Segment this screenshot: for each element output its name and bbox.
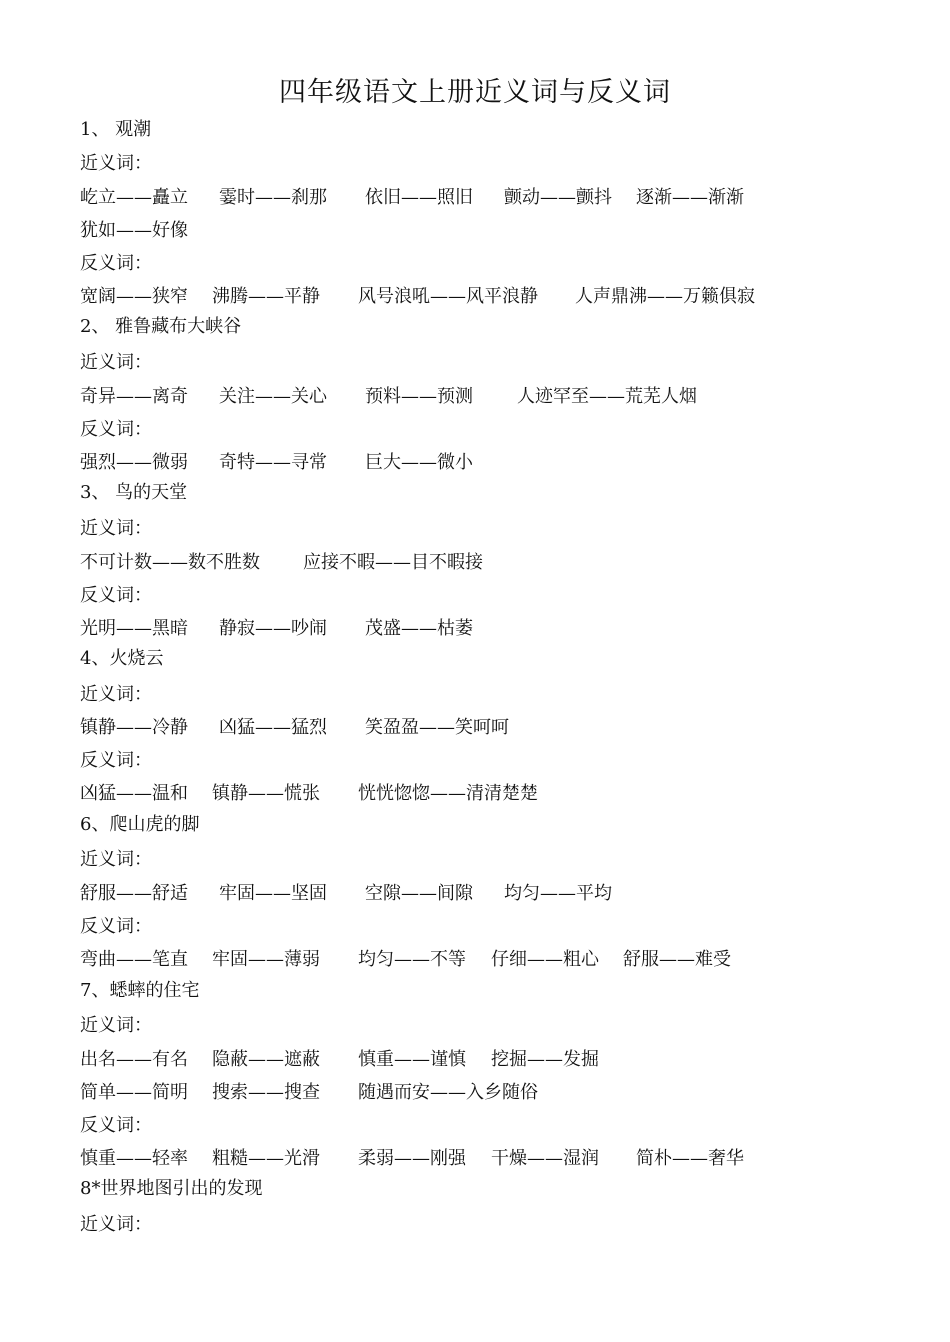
- antonym-label: 反义词：: [80, 1115, 152, 1136]
- section-heading: 7、蟋蟀的住宅: [80, 980, 200, 1001]
- word-pair: 巨大——微小: [365, 452, 473, 473]
- word-pair: 挖掘——发掘: [491, 1049, 599, 1070]
- synonym-row: [80, 184, 880, 212]
- synonym-row: [80, 217, 880, 245]
- page-title: 四年级语文上册近义词与反义词: [279, 77, 671, 108]
- antonym-label: 反义词：: [80, 750, 152, 771]
- word-pair: 奇特——寻常: [219, 452, 327, 473]
- synonym-label: 近义词：: [80, 518, 152, 539]
- word-pair: 犹如——好像: [80, 220, 188, 241]
- word-pair: 静寂——吵闹: [219, 618, 327, 639]
- word-pair: 关注——关心: [219, 386, 327, 407]
- word-pair: 镇静——冷静: [80, 717, 188, 738]
- word-pair: 出名——有名: [80, 1049, 188, 1070]
- word-pair: 屹立——矗立: [80, 187, 188, 208]
- word-pair: 颤动——颤抖: [504, 187, 612, 208]
- synonym-label: 近义词：: [80, 849, 152, 870]
- word-pair: 搜索——搜查: [212, 1082, 320, 1103]
- section-heading: 2、 雅鲁藏布大峡谷: [80, 316, 242, 337]
- section-heading: 4、火烧云: [80, 648, 164, 669]
- word-pair: 凶猛——温和: [80, 783, 188, 804]
- synonym-row: [80, 383, 880, 411]
- word-pair: 空隙——间隙: [365, 883, 473, 904]
- word-pair: 逐渐——渐渐: [636, 187, 744, 208]
- antonym-row: [80, 780, 880, 808]
- synonym-row: [80, 880, 880, 908]
- word-pair: 柔弱——刚强: [358, 1148, 466, 1169]
- word-pair: 宽阔——狭窄: [80, 286, 188, 307]
- synonym-row: [80, 1046, 880, 1074]
- synonym-label: 近义词：: [80, 153, 152, 174]
- word-pair: 凶猛——猛烈: [219, 717, 327, 738]
- word-pair: 依旧——照旧: [365, 187, 473, 208]
- antonym-row: [80, 1145, 880, 1173]
- word-pair: 镇静——慌张: [212, 783, 320, 804]
- word-pair: 简单——简明: [80, 1082, 188, 1103]
- synonym-row: [80, 1079, 880, 1107]
- section-heading: 6、爬山虎的脚: [80, 814, 200, 835]
- section-heading: 3、 鸟的天堂: [80, 482, 188, 503]
- antonym-label: 反义词：: [80, 253, 152, 274]
- word-pair: 隐蔽——遮蔽: [212, 1049, 320, 1070]
- word-pair: 人声鼎沸——万籁俱寂: [575, 286, 755, 307]
- word-pair: 随遇而安——入乡随俗: [358, 1082, 538, 1103]
- antonym-row: [80, 449, 880, 477]
- word-pair: 笑盈盈——笑呵呵: [365, 717, 509, 738]
- word-pair: 预料——预测: [365, 386, 473, 407]
- section-heading: 8*世界地图引出的发现: [80, 1178, 263, 1199]
- word-pair: 光明——黑暗: [80, 618, 188, 639]
- word-pair: 恍恍惚惚——清清楚楚: [358, 783, 538, 804]
- word-pair: 风号浪吼——风平浪静: [358, 286, 538, 307]
- word-pair: 仔细——粗心: [491, 949, 599, 970]
- word-pair: 粗糙——光滑: [212, 1148, 320, 1169]
- word-pair: 舒服——难受: [623, 949, 731, 970]
- word-pair: 沸腾——平静: [212, 286, 320, 307]
- word-pair: 均匀——平均: [504, 883, 612, 904]
- synonym-label: 近义词：: [80, 1214, 152, 1235]
- word-pair: 简朴——奢华: [636, 1148, 744, 1169]
- word-pair: 霎时——刹那: [219, 187, 327, 208]
- word-pair: 弯曲——笔直: [80, 949, 188, 970]
- word-pair: 牢固——坚固: [219, 883, 327, 904]
- synonym-row: [80, 714, 880, 742]
- antonym-label: 反义词：: [80, 916, 152, 937]
- word-pair: 慎重——轻率: [80, 1148, 188, 1169]
- antonym-row: [80, 283, 880, 311]
- word-pair: 慎重——谨慎: [358, 1049, 466, 1070]
- word-pair: 奇异——离奇: [80, 386, 188, 407]
- section-heading: 1、 观潮: [80, 119, 152, 140]
- antonym-row: [80, 615, 880, 643]
- word-pair: 牢固——薄弱: [212, 949, 320, 970]
- antonym-row: [80, 946, 880, 974]
- antonym-label: 反义词：: [80, 419, 152, 440]
- word-pair: 舒服——舒适: [80, 883, 188, 904]
- word-pair: 人迹罕至——荒芜人烟: [517, 386, 697, 407]
- synonym-label: 近义词：: [80, 1015, 152, 1036]
- antonym-label: 反义词：: [80, 585, 152, 606]
- synonym-row: [80, 549, 880, 577]
- synonym-label: 近义词：: [80, 352, 152, 373]
- word-pair: 强烈——微弱: [80, 452, 188, 473]
- synonym-label: 近义词：: [80, 684, 152, 705]
- word-pair: 均匀——不等: [358, 949, 466, 970]
- word-pair: 不可计数——数不胜数: [80, 552, 260, 573]
- word-pair: 应接不暇——目不暇接: [303, 552, 483, 573]
- word-pair: 茂盛——枯萎: [365, 618, 473, 639]
- word-pair: 干燥——湿润: [491, 1148, 599, 1169]
